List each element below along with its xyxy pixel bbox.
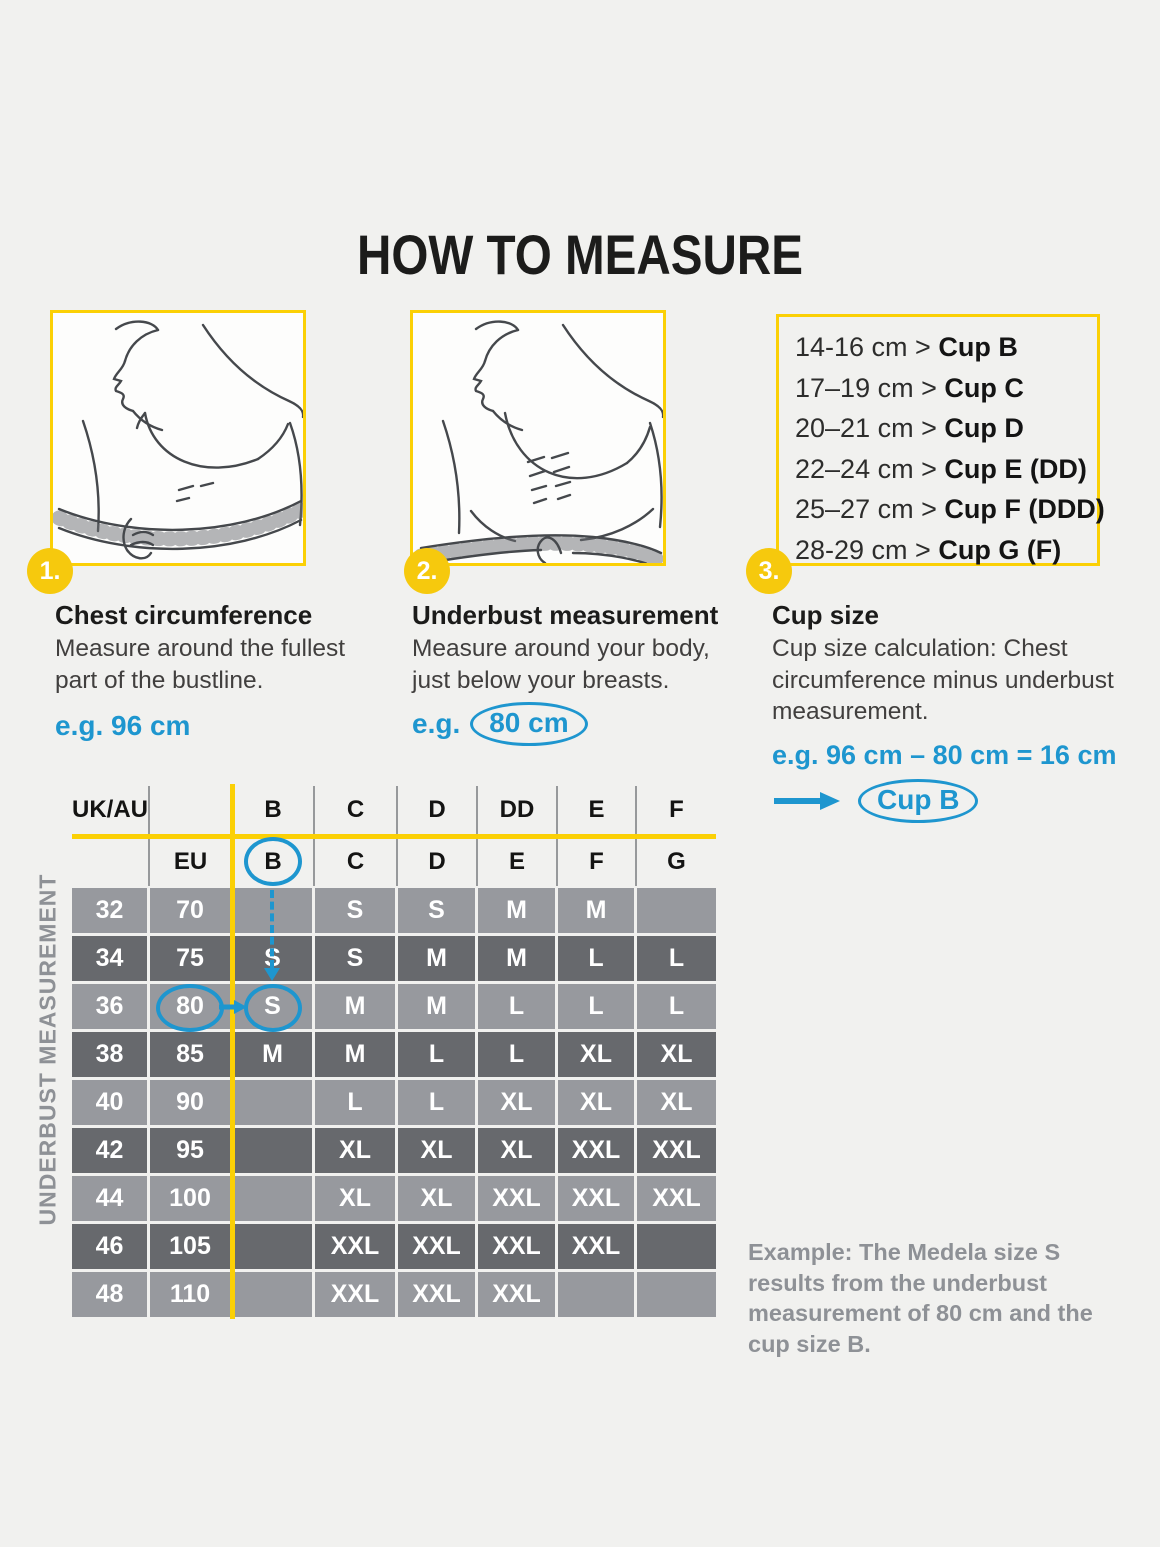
cup-size-cell: M [558, 888, 634, 933]
eu-header-cell: C [315, 839, 398, 886]
cup-size-text: Cup B [938, 332, 1018, 362]
eu-size-cell: 105 [150, 1224, 230, 1269]
underbust-measure-sketch [413, 313, 663, 563]
cup-size-cell [233, 1224, 312, 1269]
cup-range-text: 22–24 cm > [795, 453, 945, 484]
page-title: HOW TO MEASURE [356, 223, 804, 286]
eu-size-cell: 75 [150, 936, 230, 981]
ukau-header-cell: UK/AU [72, 786, 150, 834]
cup-size-cell [637, 1272, 716, 1317]
flow-arrow-icon [219, 998, 249, 1016]
cup-range-item [795, 489, 1105, 530]
ukau-size-cell: 34 [72, 936, 147, 981]
cup-size-text: Cup G (F) [938, 534, 1062, 565]
cup-size-cell: XXL [637, 1176, 716, 1221]
cup-range-box [776, 314, 1105, 566]
table-row [72, 1224, 716, 1269]
cup-size-cell: S [398, 888, 475, 933]
cup-size-text: Cup F (DDD) [944, 494, 1105, 524]
eu-header-cell: EU [150, 839, 233, 886]
cup-range-text: 28-29 cm > [795, 534, 939, 565]
cup-size-cell [233, 1176, 312, 1221]
cup-size-cell: L [558, 936, 634, 981]
ukau-size-cell: 36 [72, 984, 147, 1029]
eu-header-cell: D [398, 839, 478, 886]
example-note: Example: The Medela size S results from the underbust measurement of 80 cm and the cup size B. [748, 1239, 1093, 1357]
yellow-horizontal-line [72, 834, 716, 839]
table-row [72, 1272, 716, 1317]
ukau-header-cell: F [669, 796, 684, 823]
cup-size-cell: XXL [637, 1128, 716, 1173]
eu-header-cell: E [478, 839, 558, 886]
ukau-header-cell: B [233, 786, 315, 834]
cup-range-item [795, 368, 1097, 409]
ukau-size-cell: 42 [72, 1128, 147, 1173]
cup-size-cell: M [398, 984, 475, 1029]
chest-measure-sketch [53, 313, 303, 563]
cup-size-cell: XXL [558, 1128, 634, 1173]
cup-size-cell: M [315, 984, 395, 1029]
cup-range-text: 14-16 cm > [795, 332, 939, 362]
cup-size-cell: M [398, 936, 475, 981]
cup-size-cell: XL [478, 1080, 555, 1125]
cup-range-item [795, 408, 1097, 449]
cup-size-cell: S [315, 888, 395, 933]
size-table-body [72, 888, 716, 1317]
cup-size-cell [637, 888, 716, 933]
cup-size-cell: XL [478, 1128, 555, 1173]
eu-header-cell: F [558, 839, 637, 886]
step-1-badge: 1. [27, 548, 73, 594]
cup-size-cell: L [398, 1080, 475, 1125]
cup-result-line [772, 779, 978, 823]
cup-size-cell: XXL [558, 1224, 634, 1269]
table-row [72, 1080, 716, 1125]
step-2-body: Measure around your body, just below your breasts. [412, 635, 710, 694]
highlight-ellipse-80 [156, 984, 224, 1032]
cup-size-cell: XXL [315, 1272, 395, 1317]
ukau-header-cell [150, 786, 233, 834]
step-1-example: e.g. 96 cm [55, 710, 191, 741]
table-row [72, 888, 716, 933]
cup-size-cell [233, 1080, 312, 1125]
cup-size-cell: L [398, 1032, 475, 1077]
cup-size-cell: XXL [398, 1224, 475, 1269]
circled-cup-b-result: Cup B [858, 779, 978, 823]
cup-range-list [795, 327, 1105, 570]
ukau-header-cell: E [558, 786, 637, 834]
chest-measure-illustration [50, 310, 306, 566]
cup-range-item [795, 449, 1097, 490]
cup-size-cell: XL [637, 1032, 716, 1077]
cup-size-cell: M [233, 1032, 312, 1077]
ukau-header-cell: D [398, 786, 478, 834]
eu-header-cell: G [667, 848, 686, 875]
ukau-size-cell: 46 [72, 1224, 147, 1269]
cup-size-cell: XXL [478, 1176, 555, 1221]
ukau-size-cell: 38 [72, 1032, 147, 1077]
highlight-ellipse-header-b [244, 837, 302, 886]
cup-size-cell: XXL [558, 1176, 634, 1221]
cup-size-cell: S [233, 984, 312, 1029]
cup-size-cell: XXL [478, 1224, 555, 1269]
cup-size-cell: XL [398, 1176, 475, 1221]
size-table [72, 786, 716, 1317]
ukau-size-cell: 40 [72, 1080, 147, 1125]
eu-size-cell: 100 [150, 1176, 230, 1221]
eu-size-cell: 110 [150, 1272, 230, 1317]
step-1-body: Measure around the fullest part of the bustline. [55, 635, 346, 694]
cup-size-cell: L [637, 984, 716, 1029]
step-3-body: Cup size calculation: Chest circumference minus underbust measurement. [772, 635, 1114, 725]
eu-size-cell: 90 [150, 1080, 230, 1125]
cup-size-cell: L [478, 1032, 555, 1077]
table-row [72, 936, 716, 981]
cup-size-cell: XL [558, 1032, 634, 1077]
step-3-badge: 3. [746, 548, 792, 594]
eu-size-cell: 80 [150, 984, 230, 1029]
cup-size-cell [637, 1224, 716, 1269]
right-arrow-icon [772, 790, 842, 812]
table-row [72, 1032, 716, 1077]
table-row [72, 1176, 716, 1221]
ukau-size-cell: 32 [72, 888, 147, 933]
eu-header-row [72, 839, 716, 886]
cup-range-text: 20–21 cm > [795, 413, 945, 443]
step-3-heading: Cup size [772, 600, 879, 630]
cup-range-item [795, 327, 1097, 368]
step-2-heading: Underbust measurement [412, 600, 719, 630]
cup-size-cell: M [478, 888, 555, 933]
cup-size-cell: S [233, 936, 312, 981]
cup-size-cell: L [315, 1080, 395, 1125]
ukau-header-cell: C [315, 786, 398, 834]
underbust-measurement-axis-label: UNDERBUST MEASUREMENT [34, 873, 61, 1226]
yellow-vertical-line [230, 784, 235, 1319]
eu-header-cell [72, 839, 150, 886]
cup-size-cell: XL [398, 1128, 475, 1173]
cup-size-text: Cup E (DD) [944, 453, 1087, 484]
circled-80cm-value: 80 cm [470, 702, 587, 746]
cup-size-cell: XXL [478, 1272, 555, 1317]
underbust-measure-illustration [410, 310, 666, 566]
cup-size-cell: XL [315, 1128, 395, 1173]
highlight-ellipse-s [244, 984, 302, 1032]
cup-size-text: Cup D [944, 413, 1024, 443]
ukau-header-cell: DD [478, 786, 558, 834]
cup-size-cell: XL [315, 1176, 395, 1221]
table-row [72, 1128, 716, 1173]
eu-size-cell: 85 [150, 1032, 230, 1077]
cup-size-cell: L [558, 984, 634, 1029]
cup-size-cell: XXL [398, 1272, 475, 1317]
eu-size-cell: 95 [150, 1128, 230, 1173]
cup-size-cell: L [478, 984, 555, 1029]
step-1-heading: Chest circumference [55, 600, 313, 630]
cup-size-cell: L [637, 936, 716, 981]
step-2-badge: 2. [404, 548, 450, 594]
cup-size-cell [233, 1272, 312, 1317]
cup-size-cell: M [478, 936, 555, 981]
cup-size-text: Cup C [944, 372, 1024, 403]
step-3-example: e.g. 96 cm – 80 cm = 16 cm [772, 740, 1117, 770]
eu-size-cell: 70 [150, 888, 230, 933]
cup-size-cell [558, 1272, 634, 1317]
ukau-header-row [72, 786, 716, 834]
cup-size-cell: XL [637, 1080, 716, 1125]
cup-size-cell: S [315, 936, 395, 981]
ukau-size-cell: 48 [72, 1272, 147, 1317]
cup-size-cell [233, 1128, 312, 1173]
step-2-example: e.g. 80 cm [412, 702, 588, 746]
cup-range-text: 25–27 cm > [795, 494, 945, 524]
dashed-flow-arrowhead [264, 968, 280, 981]
eu-header-cell: B [233, 839, 315, 886]
dashed-flow-line [270, 890, 274, 968]
cup-range-text: 17–19 cm > [795, 372, 945, 403]
cup-size-cell: XXL [315, 1224, 395, 1269]
cup-size-cell: M [315, 1032, 395, 1077]
cup-size-cell: XL [558, 1080, 634, 1125]
ukau-size-cell: 44 [72, 1176, 147, 1221]
cup-range-item [795, 530, 1097, 571]
